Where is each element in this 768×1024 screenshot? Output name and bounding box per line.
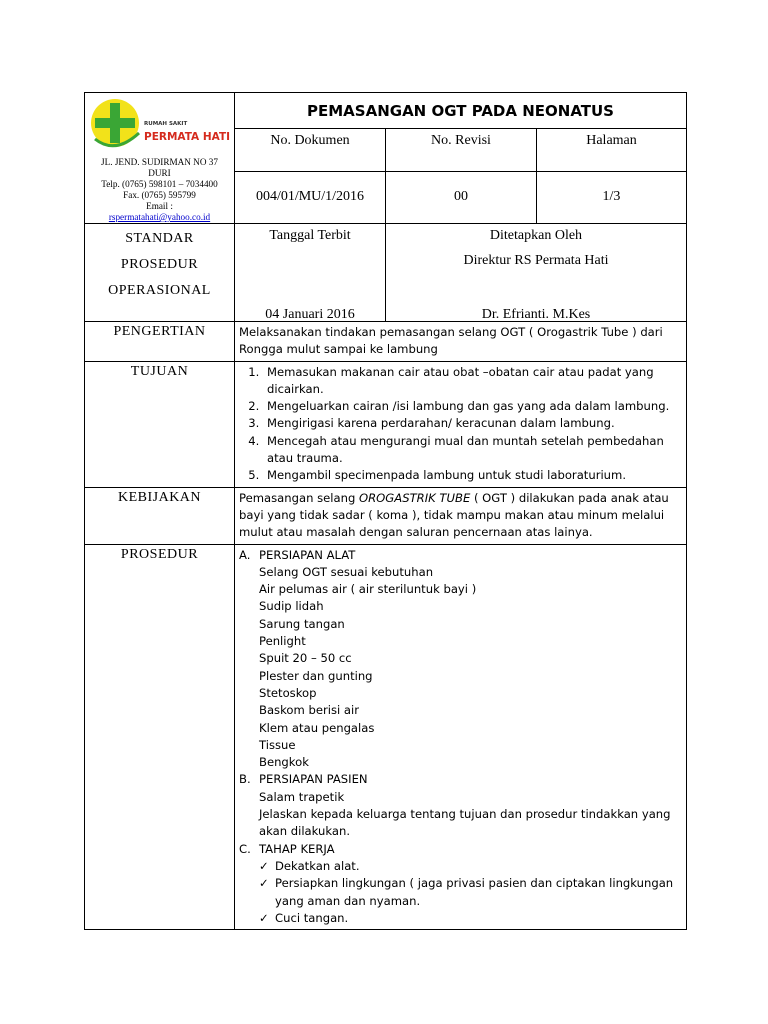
- tanggal-terbit-cell: [235, 224, 386, 322]
- alat-item: Sudip lidah: [259, 599, 324, 614]
- alat-item: Selang OGT sesuai kebutuhan: [259, 564, 434, 579]
- kebijakan-text: [235, 487, 687, 544]
- section-b-key: B.: [239, 772, 251, 787]
- ditetapkan-cell: [386, 224, 687, 322]
- sop-table: [84, 92, 687, 930]
- kerja-item-text: Persiapkan lingkungan ( jaga privasi pasien dan ciptakan lingkungan yang aman dan nyaman.: [275, 876, 674, 908]
- sop-label-prosedur: PROSEDUR: [120, 257, 199, 272]
- tujuan-item: 3. Mengirigasi karena perdarahan/ keracunan dalam lambung.: [263, 415, 682, 432]
- alat-item: Sarung tangan: [259, 616, 345, 631]
- alat-item: Stetoskop: [259, 685, 317, 700]
- ditetapkan-jabatan: Direktur RS Permata Hati: [463, 253, 609, 268]
- kebijakan-text-pre: Pemasangan selang: [239, 490, 359, 505]
- alat-item: Bengkok: [259, 755, 309, 770]
- ditetapkan-label: Ditetapkan Oleh: [489, 228, 583, 243]
- prosedur-section-b: [239, 771, 682, 788]
- section-a-key: A.: [239, 547, 251, 562]
- sop-document: [84, 92, 686, 925]
- email-label: Email :: [146, 201, 173, 211]
- pasien-item: Jelaskan kepada keluarga tentang tujuan dan prosedur tindakkan yang akan dilakukan.: [259, 807, 671, 839]
- no-dokumen-label: No. Dokumen: [235, 129, 386, 171]
- tujuan-item: 4. Mencegah atau mengurangi mual dan muntah setelah pembedahan atau trauma.: [263, 433, 682, 468]
- alat-item: Klem atau pengalas: [259, 720, 375, 735]
- kerja-item: [239, 875, 682, 910]
- tujuan-label: TUJUAN: [85, 361, 235, 487]
- kebijakan-text-post: ( OGT ) dilakukan pada anak atau bayi yang tidak sadar ( koma ), tidak mampu makan atau minum melalui mulut atau masalah dengan saluran pencernaan atas lainya.: [239, 490, 669, 540]
- pengertian-text: Melaksanakan tindakan pemasangan selang OGT ( Orogastrik Tube ) dari Rongga mulut sampai ke lambung: [235, 322, 687, 362]
- sop-label-operasional: OPERASIONAL: [108, 283, 211, 298]
- hospital-logo: [85, 93, 234, 157]
- halaman-label: Halaman: [537, 129, 687, 171]
- sop-label-cell: [85, 224, 235, 322]
- ditetapkan-nama: Dr. Efrianti. M.Kes: [481, 307, 591, 322]
- prosedur-section-c: [239, 841, 682, 858]
- alat-item: Spuit 20 – 50 cc: [259, 651, 352, 666]
- tanggal-terbit-label: Tanggal Terbit: [269, 228, 351, 243]
- prosedur-cell: [235, 544, 687, 930]
- address-line-1: JL. JEND. SUDIRMAN NO 37: [101, 157, 218, 167]
- phone-text: Telp. (0765) 598101 – 7034400: [101, 179, 218, 189]
- check-icon: ✓: [259, 876, 269, 891]
- kebijakan-text-italic: OROGASTRIK TUBE: [359, 490, 471, 505]
- prosedur-section-a: [239, 547, 682, 564]
- tanggal-terbit-value: 04 Januari 2016: [265, 307, 355, 322]
- logo-small-text: RUMAH SAKIT: [144, 121, 188, 127]
- alat-item: Baskom berisi air: [259, 703, 359, 718]
- kerja-item: [239, 858, 682, 875]
- section-c-title: TAHAP KERJA: [259, 841, 335, 856]
- sop-label-standar: STANDAR: [125, 231, 194, 246]
- no-dokumen-value: 004/01/MU/1/2016: [235, 171, 386, 223]
- address-line-2: DURI: [148, 168, 171, 178]
- alat-item: Air pelumas air ( air steriluntuk bayi ): [259, 582, 477, 597]
- section-b-title: PERSIAPAN PASIEN: [259, 772, 368, 787]
- pengertian-label: PENGERTIAN: [85, 322, 235, 362]
- alat-item: Penlight: [259, 634, 306, 649]
- section-c-key: C.: [239, 841, 251, 856]
- check-icon: ✓: [259, 910, 269, 925]
- logo-name: PERMATA HATI: [144, 131, 231, 143]
- prosedur-label: PROSEDUR: [85, 544, 235, 930]
- check-icon: ✓: [259, 858, 269, 873]
- kerja-item-text: Cuci tangan.: [275, 910, 349, 925]
- tujuan-list-cell: [235, 361, 687, 487]
- no-revisi-label: No. Revisi: [386, 129, 537, 171]
- hospital-address: [85, 157, 234, 223]
- email-link[interactable]: rspermatahati@yahoo.co.id: [108, 212, 211, 222]
- tujuan-list: [239, 364, 682, 485]
- hospital-header-cell: [85, 93, 235, 224]
- section-a-title: PERSIAPAN ALAT: [259, 547, 356, 562]
- pasien-item: Salam trapetik: [259, 789, 345, 804]
- kebijakan-label: KEBIJAKAN: [85, 487, 235, 544]
- no-revisi-value: 00: [386, 171, 537, 223]
- tujuan-item: 1. Memasukan makanan cair atau obat –obatan cair atau padat yang dicairkan.: [263, 364, 682, 399]
- tujuan-item: 2. Mengeluarkan cairan /isi lambung dan gas yang ada dalam lambung.: [263, 398, 682, 415]
- document-title: PEMASANGAN OGT PADA NEONATUS: [235, 93, 687, 129]
- halaman-value: 1/3: [537, 171, 687, 223]
- tujuan-item: 5. Mengambil specimenpada lambung untuk studi laboraturium.: [263, 467, 682, 484]
- alat-item: Plester dan gunting: [259, 668, 373, 683]
- fax-text: Fax. (0765) 595799: [123, 190, 196, 200]
- kerja-item: [239, 910, 682, 927]
- kerja-item-text: Dekatkan alat.: [275, 858, 360, 873]
- alat-item: Tissue: [259, 737, 296, 752]
